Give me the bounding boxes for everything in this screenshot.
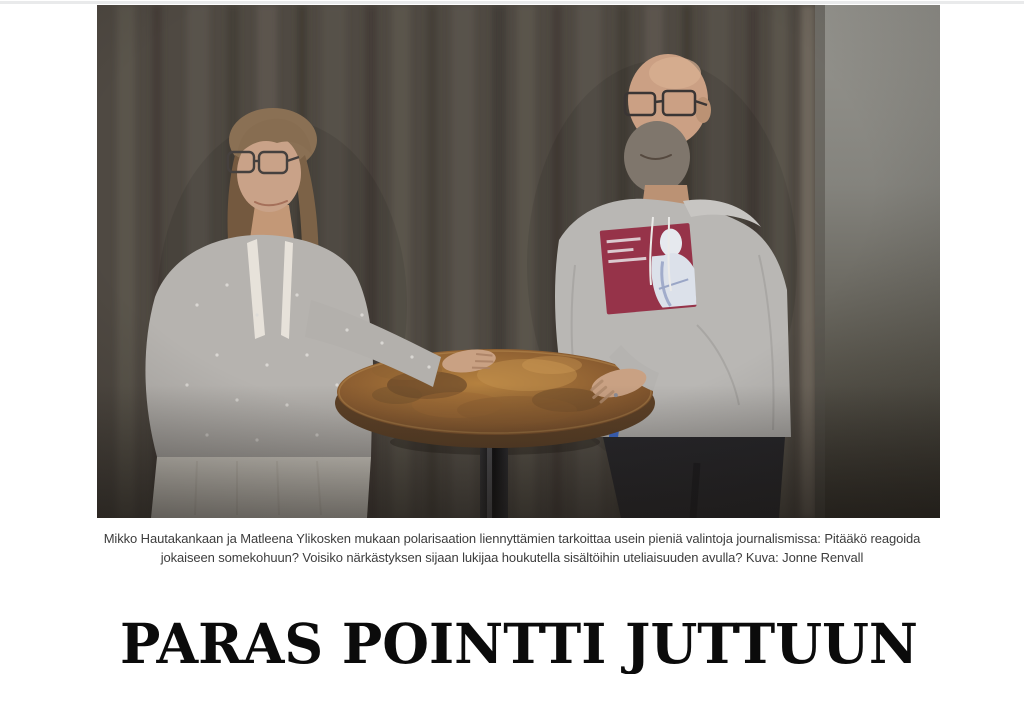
photo-caption-line: Mikko Hautakankaan ja Matleena Ylikosken mukaan polarisaation liennyttämien tarkoittaa usein pieniä valintoja journalismissa: Pitääkö reagoida (103, 531, 921, 546)
photo-caption (102, 529, 922, 567)
photo-illustration (97, 5, 940, 518)
headline-text: PARAS POINTTI JUTTUUN (120, 620, 918, 674)
article-headline (119, 620, 923, 674)
page-top-divider (0, 1, 1024, 4)
vignette (97, 5, 940, 518)
article-photo (97, 5, 940, 518)
photo-caption-line: jokaiseen somekohuun? Voisiko närkästyksen sijaan lukijaa houkutella sisältöihin uteliaisuuden avulla? Kuva: Jonne Renvall (160, 550, 864, 565)
